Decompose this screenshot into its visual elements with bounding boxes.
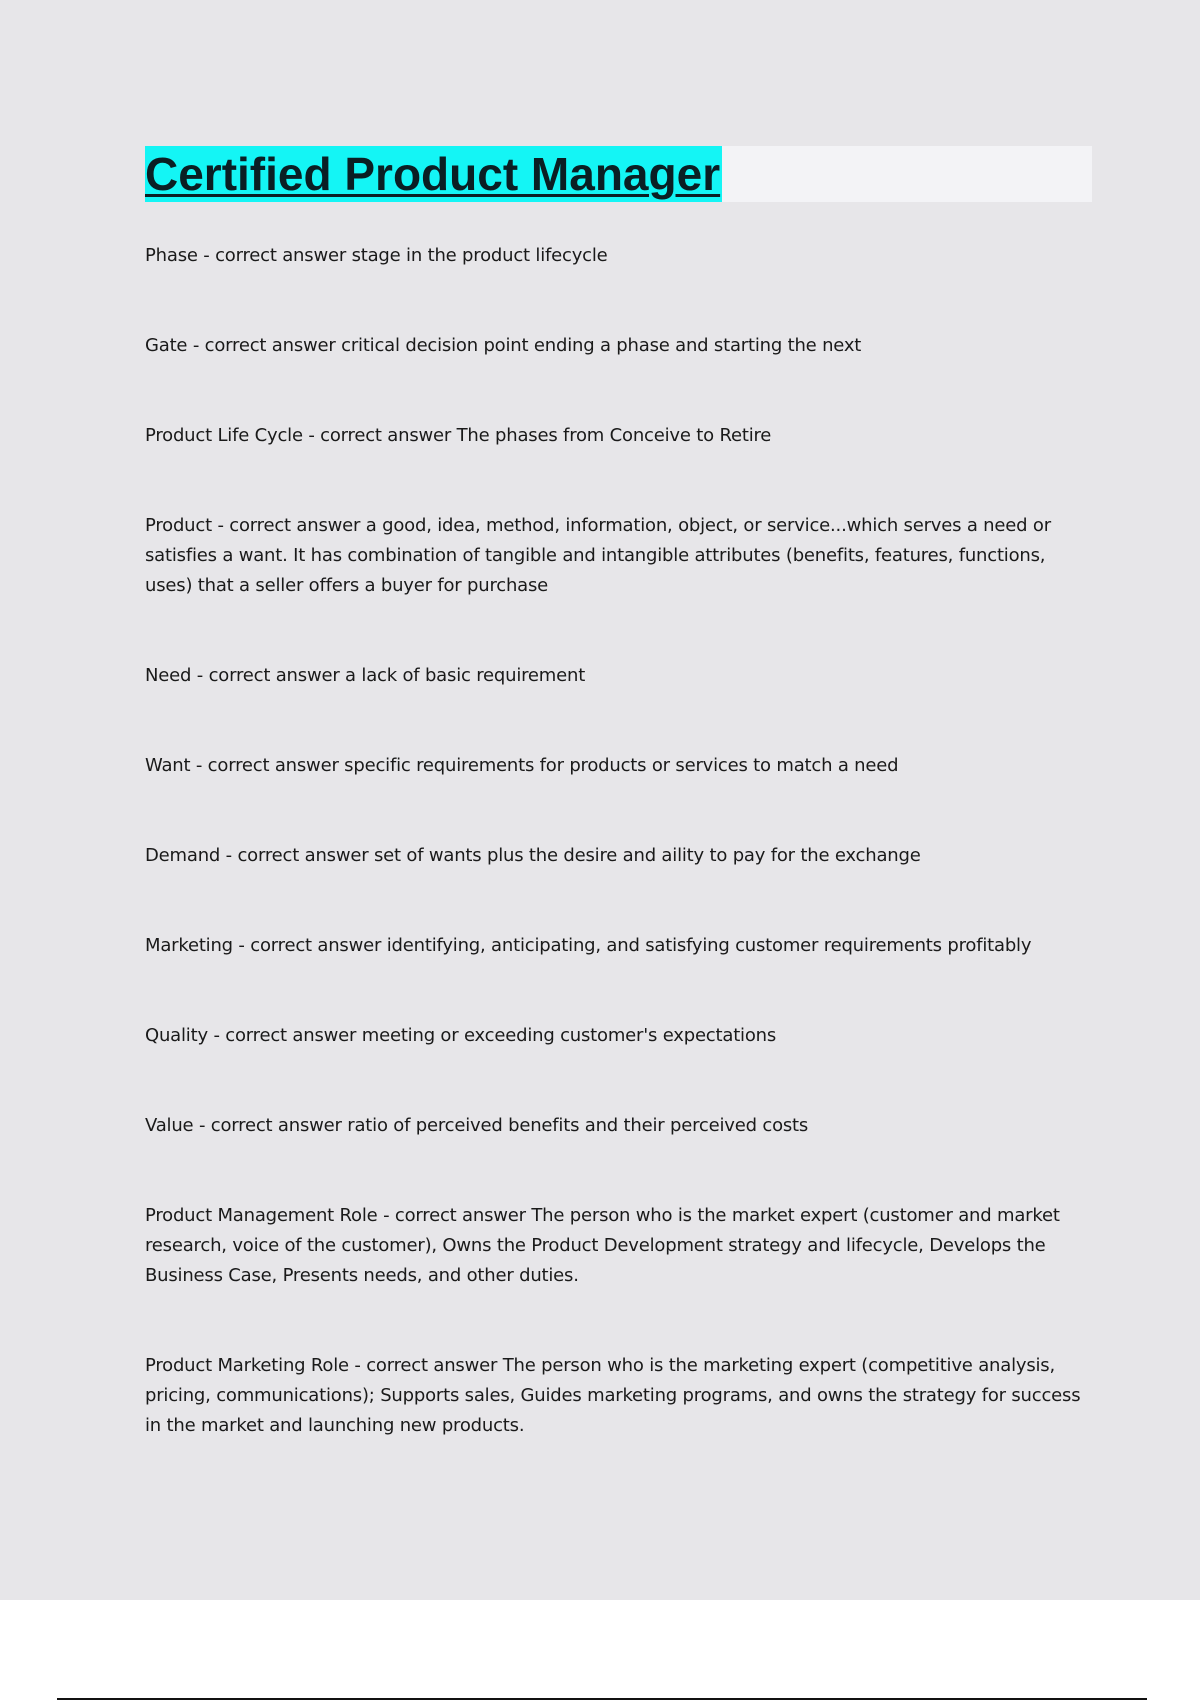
list-item: Quality - correct answer meeting or exceeding customer's expectations [145,1025,777,1046]
list-item: Marketing - correct answer identifying, anticipating, and satisfying customer requirements profitably [145,935,1032,956]
list-item: Phase - correct answer stage in the product lifecycle [145,245,608,266]
flashcard-list [145,241,1095,1501]
document-title: Certified Product Manager [145,148,721,200]
list-item: Product Management Role - correct answer The person who is the market expert (customer and market research, voice of the customer), Owns the Product Development strategy and lifecycle, Develops the Business Case, Presents needs, and other duties. [145,1205,1060,1286]
list-item: Need - correct answer a lack of basic requirement [145,665,586,686]
list-item: Product - correct answer a good, idea, method, information, object, or service...which serves a need or satisfies a want. It has combination of tangible and intangible attributes (benefits, features, functions, uses) that a seller offers a buyer for purchase [145,515,1051,596]
list-item: Gate - correct answer critical decision point ending a phase and starting the next [145,335,862,356]
list-item: Want - correct answer specific requirements for products or services to match a need [145,755,899,776]
list-item: Demand - correct answer set of wants plus the desire and aility to pay for the exchange [145,845,921,866]
list-item: Product Life Cycle - correct answer The phases from Conceive to Retire [145,425,772,446]
list-item: Value - correct answer ratio of perceived benefits and their perceived costs [145,1115,809,1136]
list-item: Product Marketing Role - correct answer The person who is the marketing expert (competitive analysis, pricing, communications); Supports sales, Guides marketing programs, and owns the strategy for success in the market and launching new products. [145,1355,1081,1436]
